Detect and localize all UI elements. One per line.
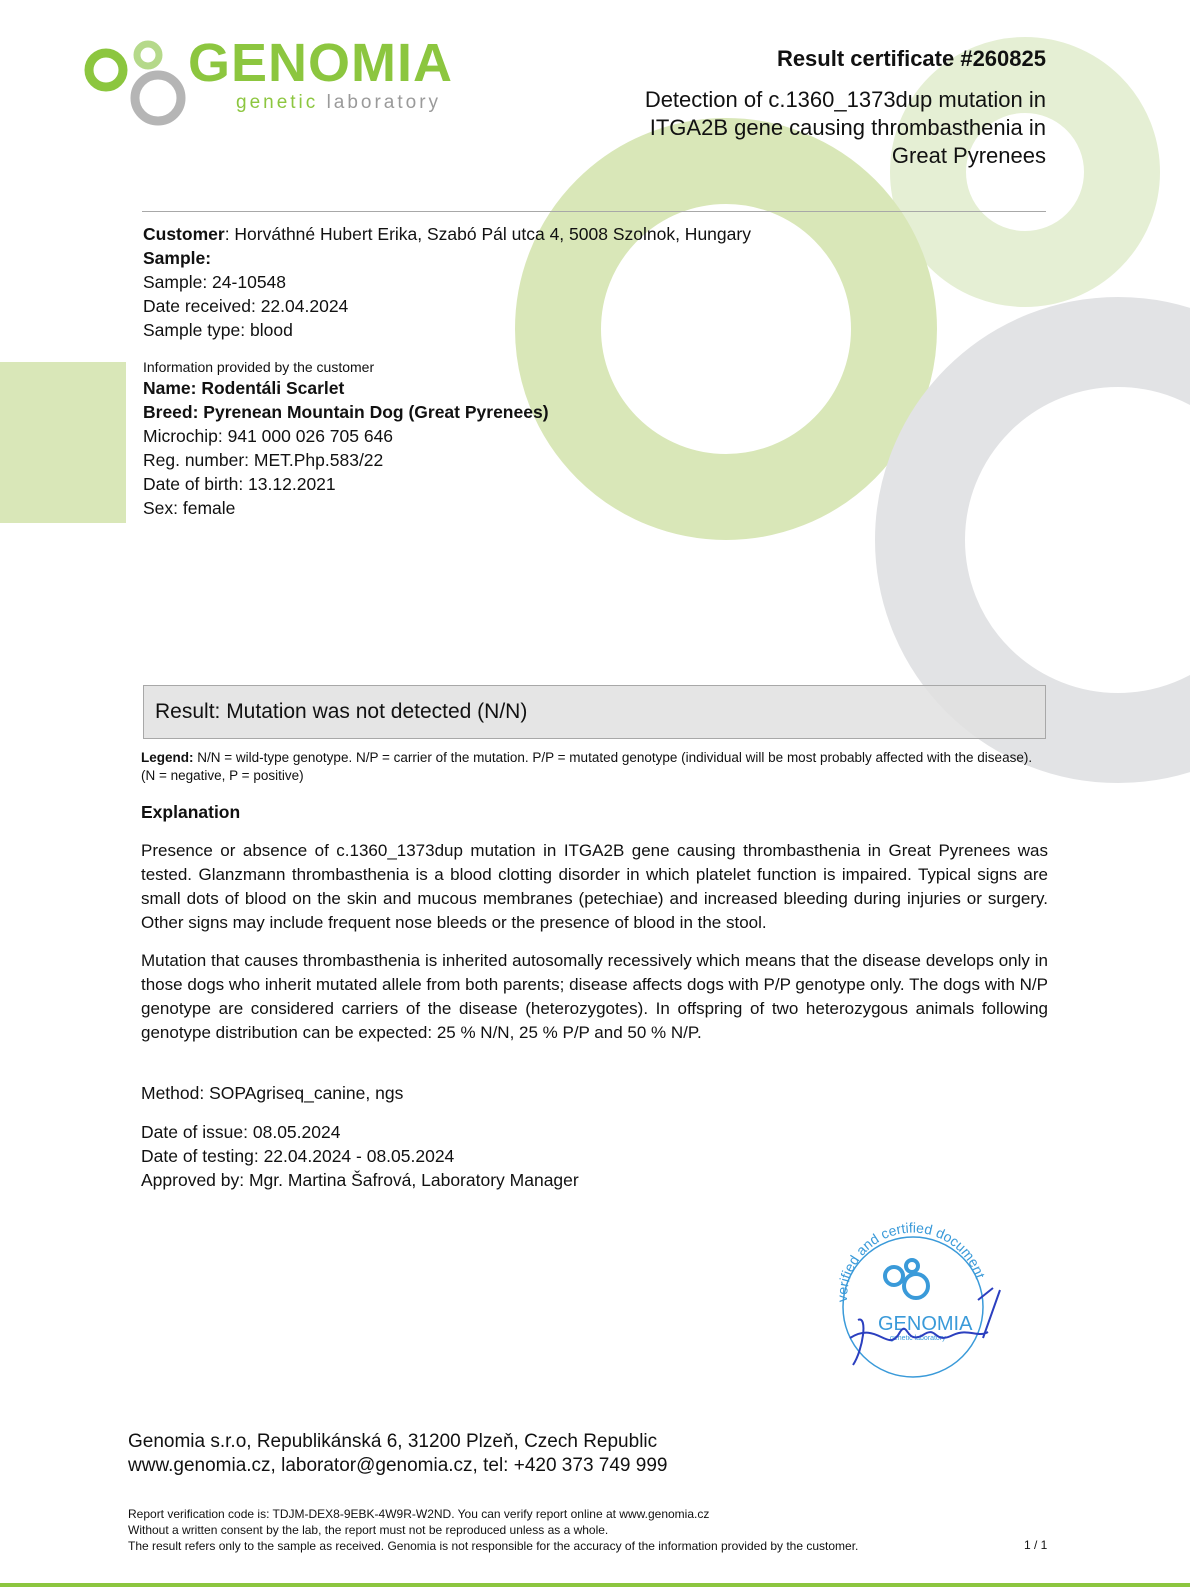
animal-breed: Breed: Pyrenean Mountain Dog (Great Pyrenees) [143,402,549,422]
company-contact: www.genomia.cz, laborator@genomia.cz, tel: +420 373 749 999 [128,1455,668,1476]
company-address: Genomia s.r.o, Republikánská 6, 31200 Plzeň, Czech Republic www.genomia.cz, laborator@genomia.cz, tel: +420 373 749 999 [128,1431,668,1476]
customer-section [143,222,751,342]
gray-ring [920,342,1190,738]
stamp-ring-text: verified and certified document [833,1220,989,1303]
date-of-issue: Date of issue: 08.05.2024 [141,1122,341,1142]
logo-circles-icon [84,36,188,128]
date-of-birth: Date of birth: 13.12.2021 [143,474,336,494]
sex: Sex: female [143,498,236,518]
bottom-accent-bar [0,1583,1190,1587]
verification-code: Report verification code is: TDJM-DEX8-9EBK-4W9R-W2ND. You can verify report online at www.genomia.cz [128,1507,710,1521]
approved-by: Approved by: Mgr. Martina Šafrová, Laboratory Manager [141,1170,579,1190]
result-box [143,685,1046,739]
genomia-logo [84,33,504,128]
legend: Legend: N/N = wild-type genotype. N/P = carrier of the mutation. P/P = mutated genotype (individual will be most probably affected with the disease). (N = negative, P = positive) [141,750,1033,783]
certificate-subtitle: Detection of c.1360_1373dup mutation in ITGA2B gene causing thrombasthenia in Great Pyrenees [644,87,1046,168]
page-number: 1 / 1 [1024,1538,1048,1552]
sample-id: Sample: 24-10548 [143,272,287,292]
explanation-title: Explanation [141,802,241,822]
explanation-paragraph: Mutation that causes thrombasthenia is inherited autosomally recessively which means that the disease develops only in those dogs who inherit mutated allele from both parents; disease affects dogs with P/P genotype only. The dogs with N/P genotype are considered carriers of the disease (heterozygotes). In offspring of two heterozygous animals following genotype distribution can be expected: 25 % N/N, 25 % P/P and 50 % N/P. [141,951,1048,1042]
left-green-block [0,362,126,523]
certificate-number: Result certificate #260825 [776,46,1046,71]
logo-wordmark: GENOMIA [188,33,454,93]
certification-stamp [828,1220,1018,1380]
date-of-testing: Date of testing: 22.04.2024 - 08.05.2024 [141,1146,455,1166]
footer-notes [128,1506,858,1554]
reg-number: Reg. number: MET.Php.583/22 [143,450,384,470]
result-text: Result: Mutation was not detected (N/N) [155,700,528,723]
animal-info-section [143,358,549,520]
date-received: Date received: 22.04.2024 [143,296,349,316]
header-divider [142,211,1046,212]
info-caption: Information provided by the customer [143,359,375,375]
consent-note: Without a written consent by the lab, the report must not be reproduced unless as a whole. [128,1523,609,1537]
animal-name: Name: Rodentáli Scarlet [143,378,345,398]
sample-heading: Sample: [143,248,212,268]
sample-type: Sample type: blood [143,320,293,340]
method: Method: SOPAgriseq_canine, ngs [141,1083,404,1103]
microchip: Microchip: 941 000 026 705 646 [143,426,394,446]
logo-tagline: genetic laboratory [236,92,442,113]
stamp-logo-icon [885,1260,928,1298]
stamp-sub: genetic laboratory [890,1335,946,1342]
customer-line: Customer: Horváthné Hubert Erika, Szabó Pál utca 4, 5008 Szolnok, Hungary [143,224,751,244]
explanation-paragraph: Presence or absence of c.1360_1373dup mutation in ITGA2B gene causing thrombasthenia in Great Pyrenees was tested. Glanzmann thrombasthenia is a blood clotting disorder in which platelet function is impaired. Typical signs are small dots of blood on the skin and mucous membranes (petechiae) and increased bleeding during injuries or surgery. Other signs may include frequent nose bleeds or the presence of blood in the stool. [141,841,1048,932]
stamp-brand: GENOMIA [878,1313,973,1335]
disclaimer: The result refers only to the sample as received. Genomia is not responsible for the accuracy of the information provided by the customer. [128,1539,859,1553]
dates-section [141,1120,579,1192]
